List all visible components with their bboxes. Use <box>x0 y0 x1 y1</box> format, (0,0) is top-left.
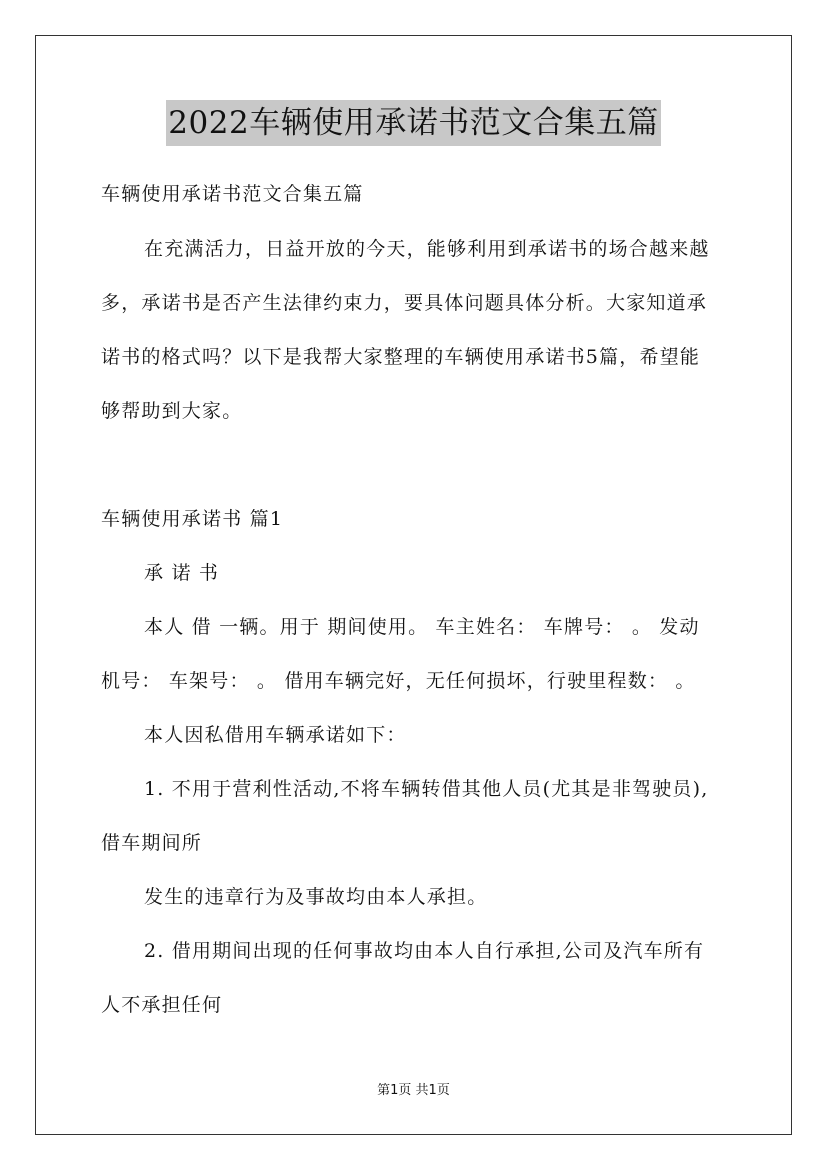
section-heading: 车辆使用承诺书 篇1 <box>101 508 284 530</box>
text-line: 机号： 车架号： 。 借用车辆完好，无任何损坏，行驶里程数： 。 <box>101 670 696 692</box>
text-line: 借车期间所 <box>101 832 203 854</box>
text-line: 多，承诺书是否产生法律约束力，要具体问题具体分析。大家知道承 <box>101 292 708 314</box>
text-line-subtitle: 车辆使用承诺书范文合集五篇 <box>101 183 364 205</box>
text-line: 诺书的格式吗？以下是我帮大家整理的车辆使用承诺书5篇，希望能 <box>101 346 701 368</box>
text-line: 本人因私借用车辆承诺如下： <box>144 724 407 746</box>
text-line: 2. 借用期间出现的任何事故均由本人自行承担,公司及汽车所有 <box>144 940 705 962</box>
page-footer: 第1页 共1页 <box>377 1083 450 1098</box>
text-line: 发生的违章行为及事故均由本人承担。 <box>144 886 488 908</box>
letter-heading: 承 诺 书 <box>144 562 220 584</box>
text-line: 人不承担任何 <box>101 994 223 1016</box>
text-line: 在充满活力，日益开放的今天，能够利用到承诺书的场合越来越 <box>144 238 710 260</box>
text-line: 本人 借 一辆。用于 期间使用。 车主姓名： 车牌号： 。 发动 <box>144 616 700 638</box>
title-container <box>0 100 827 146</box>
document-title: 2022车辆使用承诺书范文合集五篇 <box>166 100 660 146</box>
text-line: 1. 不用于营利性活动,不将车辆转借其他人员(尤其是非驾驶员), <box>144 778 709 800</box>
text-line: 够帮助到大家。 <box>101 400 243 422</box>
